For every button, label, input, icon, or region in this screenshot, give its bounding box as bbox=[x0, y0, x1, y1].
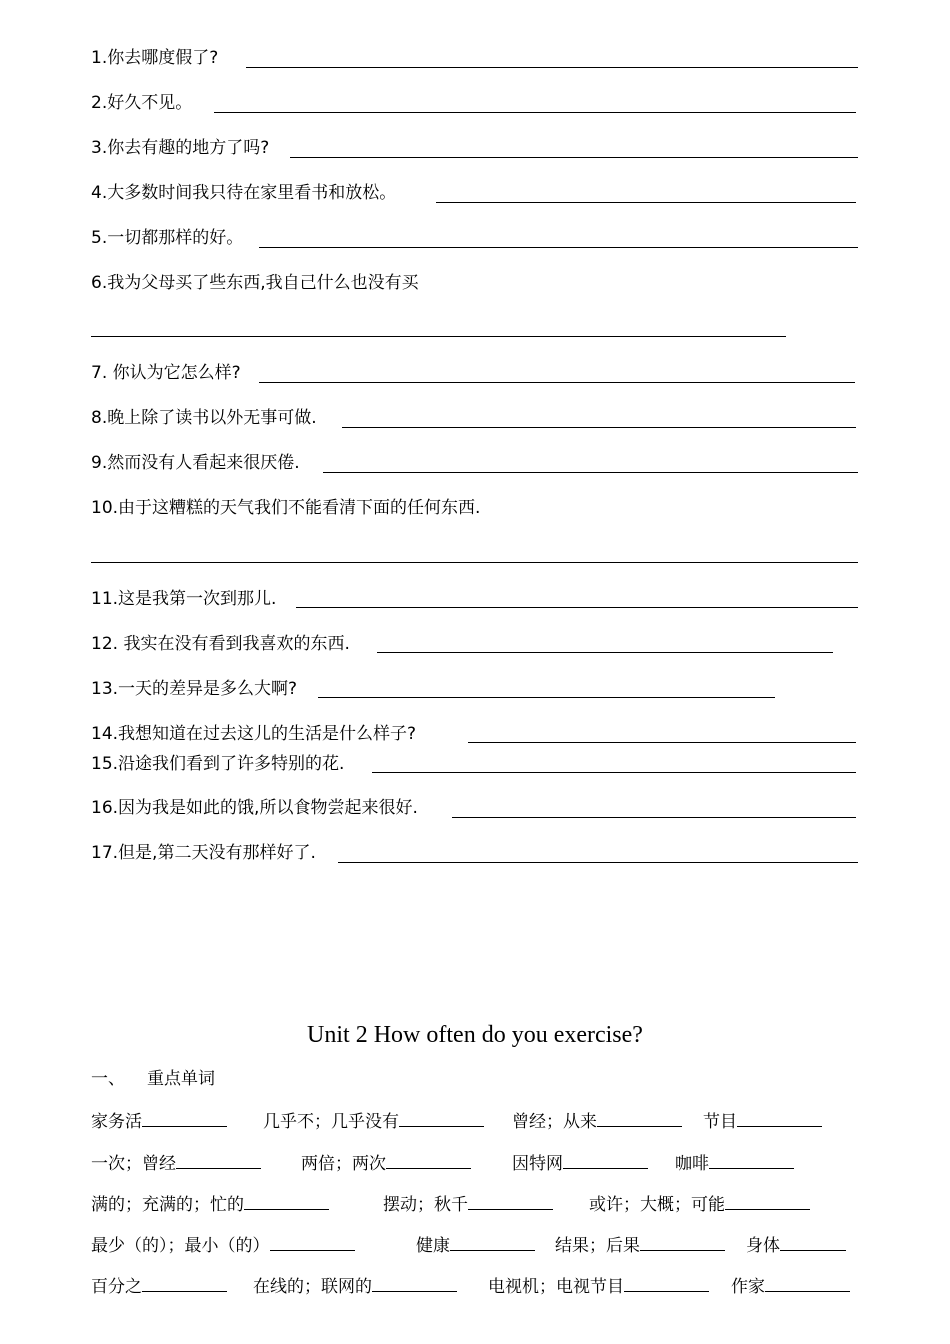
sentence-11: 11.这是我第一次到那儿. bbox=[91, 589, 277, 609]
sentence-10: 10.由于这糟糕的天气我们不能看清下面的任何东西. bbox=[91, 498, 481, 518]
vocab-blank[interactable] bbox=[468, 1191, 553, 1210]
vocab-blank[interactable] bbox=[709, 1150, 794, 1169]
answer-line-15[interactable] bbox=[372, 772, 856, 773]
vocab-blank[interactable] bbox=[780, 1232, 846, 1251]
vocab-row-1 bbox=[91, 1108, 871, 1134]
sentence-9: 9.然而没有人看起来很厌倦. bbox=[91, 453, 300, 473]
sentence-8: 8.晚上除了读书以外无事可做. bbox=[91, 408, 317, 428]
vocab-blank[interactable] bbox=[640, 1232, 725, 1251]
answer-line-8[interactable] bbox=[342, 427, 856, 428]
sentence-12: 12. 我实在没有看到我喜欢的东西. bbox=[91, 634, 350, 654]
vocab-item: 作家 bbox=[731, 1273, 850, 1299]
vocab-row-5 bbox=[91, 1273, 871, 1299]
vocab-item: 在线的；联网的 bbox=[253, 1273, 457, 1299]
vocab-blank[interactable] bbox=[737, 1108, 822, 1127]
vocab-blank[interactable] bbox=[142, 1273, 227, 1292]
vocab-blank[interactable] bbox=[176, 1150, 261, 1169]
vocab-item: 摆动；秋千 bbox=[383, 1191, 553, 1217]
vocab-item: 结果；后果 bbox=[555, 1232, 725, 1258]
sentence-17: 17.但是,第二天没有那样好了. bbox=[91, 843, 316, 863]
answer-line-9[interactable] bbox=[323, 472, 858, 473]
vocab-item: 节目 bbox=[703, 1108, 822, 1134]
section-label: 重点单词 bbox=[147, 1069, 215, 1089]
vocab-item: 最少（的）；最小（的） bbox=[91, 1232, 355, 1258]
sentence-7: 7. 你认为它怎么样? bbox=[91, 363, 241, 383]
sentence-13: 13.一天的差异是多么大啊? bbox=[91, 679, 298, 699]
vocab-blank[interactable] bbox=[386, 1150, 471, 1169]
answer-line-17[interactable] bbox=[338, 862, 858, 863]
answer-line-10[interactable] bbox=[91, 562, 858, 563]
sentence-2: 2.好久不见。 bbox=[91, 93, 193, 113]
answer-line-4[interactable] bbox=[436, 202, 856, 203]
vocab-blank[interactable] bbox=[244, 1191, 329, 1210]
vocab-blank[interactable] bbox=[399, 1108, 484, 1127]
sentence-3: 3.你去有趣的地方了吗? bbox=[91, 138, 270, 158]
vocab-item: 一次；曾经 bbox=[91, 1150, 261, 1176]
vocab-blank[interactable] bbox=[624, 1273, 709, 1292]
vocab-item: 家务活 bbox=[91, 1108, 227, 1134]
answer-line-14[interactable] bbox=[468, 742, 856, 743]
vocab-item: 曾经；从来 bbox=[512, 1108, 682, 1134]
answer-line-5[interactable] bbox=[259, 247, 858, 248]
sentence-6: 6.我为父母买了些东西,我自己什么也没有买 bbox=[91, 273, 419, 293]
answer-line-6[interactable] bbox=[91, 336, 786, 337]
answer-line-16[interactable] bbox=[452, 817, 856, 818]
answer-line-3[interactable] bbox=[290, 157, 858, 158]
vocab-row-3 bbox=[91, 1191, 871, 1217]
vocab-item: 几乎不；几乎没有 bbox=[263, 1108, 484, 1134]
answer-line-13[interactable] bbox=[318, 697, 775, 698]
sentence-14: 14.我想知道在过去这儿的生活是什么样子? bbox=[91, 724, 417, 744]
section-heading bbox=[91, 1067, 215, 1091]
sentence-15: 15.沿途我们看到了许多特别的花. bbox=[91, 754, 345, 774]
vocab-blank[interactable] bbox=[597, 1108, 682, 1127]
vocab-row-4 bbox=[91, 1232, 871, 1258]
vocab-blank[interactable] bbox=[372, 1273, 457, 1292]
vocab-blank[interactable] bbox=[725, 1191, 810, 1210]
vocab-blank[interactable] bbox=[563, 1150, 648, 1169]
vocab-item: 电视机；电视节目 bbox=[488, 1273, 709, 1299]
answer-line-11[interactable] bbox=[296, 607, 858, 608]
sentence-16: 16.因为我是如此的饿,所以食物尝起来很好. bbox=[91, 798, 418, 818]
unit-title: Unit 2 How often do you exercise? bbox=[307, 1022, 643, 1048]
vocab-item: 咖啡 bbox=[675, 1150, 794, 1176]
sentence-4: 4.大多数时间我只待在家里看书和放松。 bbox=[91, 183, 397, 203]
vocab-item: 身体 bbox=[746, 1232, 846, 1258]
vocab-blank[interactable] bbox=[450, 1232, 535, 1251]
sentence-1: 1.你去哪度假了? bbox=[91, 48, 219, 68]
answer-line-7[interactable] bbox=[259, 382, 855, 383]
answer-line-2[interactable] bbox=[214, 112, 856, 113]
answer-line-12[interactable] bbox=[377, 652, 833, 653]
vocab-item: 健康 bbox=[416, 1232, 535, 1258]
answer-line-1[interactable] bbox=[246, 67, 858, 68]
vocab-item: 或许；大概；可能 bbox=[589, 1191, 810, 1217]
vocab-blank[interactable] bbox=[765, 1273, 850, 1292]
sentence-5: 5.一切都那样的好。 bbox=[91, 228, 244, 248]
vocab-item: 百分之 bbox=[91, 1273, 227, 1299]
vocab-blank[interactable] bbox=[142, 1108, 227, 1127]
section-number: 一、 bbox=[91, 1069, 125, 1089]
vocab-item: 两倍；两次 bbox=[301, 1150, 471, 1176]
vocab-item: 满的；充满的；忙的 bbox=[91, 1191, 329, 1217]
vocab-row-2 bbox=[91, 1150, 871, 1176]
vocab-blank[interactable] bbox=[270, 1232, 355, 1251]
vocab-item: 因特网 bbox=[512, 1150, 648, 1176]
